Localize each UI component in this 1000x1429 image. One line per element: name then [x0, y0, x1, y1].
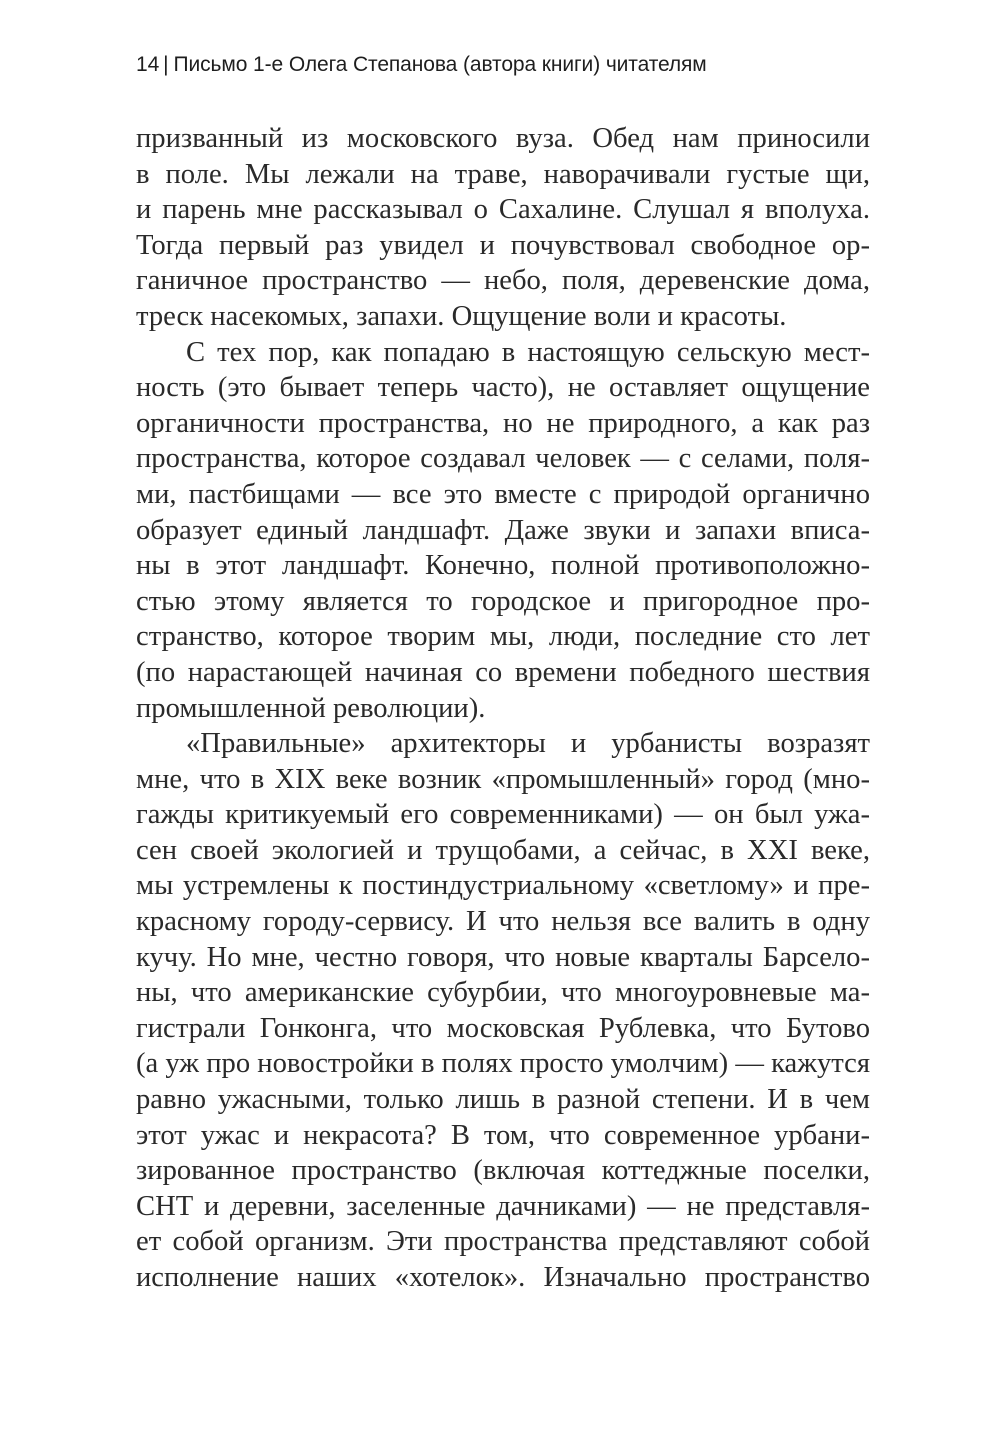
text-line: красному городу-сервису. И что нельзя все валить в одну: [136, 906, 870, 938]
text-line: сен своей экологией и трущобами, а сейчас, в XXI веке,: [136, 834, 870, 866]
text-line: равно ужасными, только лишь в разной степени. И в чем: [136, 1084, 870, 1116]
text-line: призванный из московского вуза. Обед нам приносили: [136, 123, 870, 154]
text-line: и парень мне рассказывал о Сахалине. Слушал я вполуха.: [136, 194, 870, 226]
text-line: промышленной революции).: [136, 692, 486, 724]
text-line: (по нарастающей начиная со времени победного шествия: [136, 656, 870, 688]
text-line: треск насекомых, запахи. Ощущение воли и красоты.: [136, 300, 787, 332]
header-separator: |: [163, 53, 169, 76]
text-line: этот ужас и некрасота? В том, что современное урбани-: [136, 1119, 870, 1151]
body-text: [136, 121, 870, 1296]
text-line: образует единый ландшафт. Даже звуки и запахи вписа-: [136, 514, 870, 546]
text-line: Тогда первый раз увидел и почувствовал свободное ор-: [136, 229, 870, 261]
text-line: в поле. Мы лежали на траве, наворачивали густые щи,: [136, 158, 870, 190]
text-line: исполнение наших «хотелок». Изначально пространство: [136, 1262, 870, 1293]
running-title: Письмо 1-е Олега Степанова (автора книги) читателям: [173, 53, 707, 76]
text-line: (а уж про новостройки в полях просто умолчим) — кажутся: [136, 1048, 870, 1080]
text-line: «Правильные» архитекторы и урбанисты возразят: [186, 728, 870, 760]
text-line: кучу. Но мне, честно говоря, что новые кварталы Барсело-: [136, 941, 870, 973]
text-line: гистрали Гонконга, что московская Рублевка, что Бутово: [136, 1012, 870, 1044]
text-line: мы устремлены к постиндустриальному «светлому» и пре-: [136, 870, 870, 902]
text-line: мне, что в XIX веке возник «промышленный» город (мно-: [136, 763, 870, 795]
page-number: 14: [136, 53, 160, 76]
text-line: гажды критикуемый его современниками) — он был ужа-: [136, 799, 870, 831]
text-line: ганичное пространство — небо, поля, деревенские дома,: [136, 265, 870, 297]
text-line: С тех пор, как попадаю в настоящую сельскую мест-: [186, 336, 870, 368]
text-line: пространства, которое создавал человек — с селами, поля-: [136, 443, 870, 475]
text-line: ность (это бывает теперь часто), не оставляет ощущение: [136, 372, 870, 404]
text-line: ми, пастбищами — все это вместе с природой органично: [136, 478, 870, 510]
text-line: странство, которое творим мы, люди, последние сто лет: [136, 621, 870, 653]
text-line: зированное пространство (включая коттеджные поселки,: [136, 1155, 870, 1187]
text-line: ны в этот ландшафт. Конечно, полной противоположно-: [136, 550, 870, 582]
text-line: органичности пространства, но не природного, а как раз: [136, 407, 870, 439]
text-line: ет собой организм. Эти пространства представляют собой: [136, 1226, 870, 1258]
text-line: стью этому является то городское и пригородное про-: [136, 585, 870, 617]
text-line: ны, что американские субурбии, что многоуровневые ма-: [136, 977, 870, 1009]
running-header: [136, 50, 876, 80]
text-line: СНТ и деревни, заселенные дачниками) — не представля-: [136, 1190, 870, 1222]
